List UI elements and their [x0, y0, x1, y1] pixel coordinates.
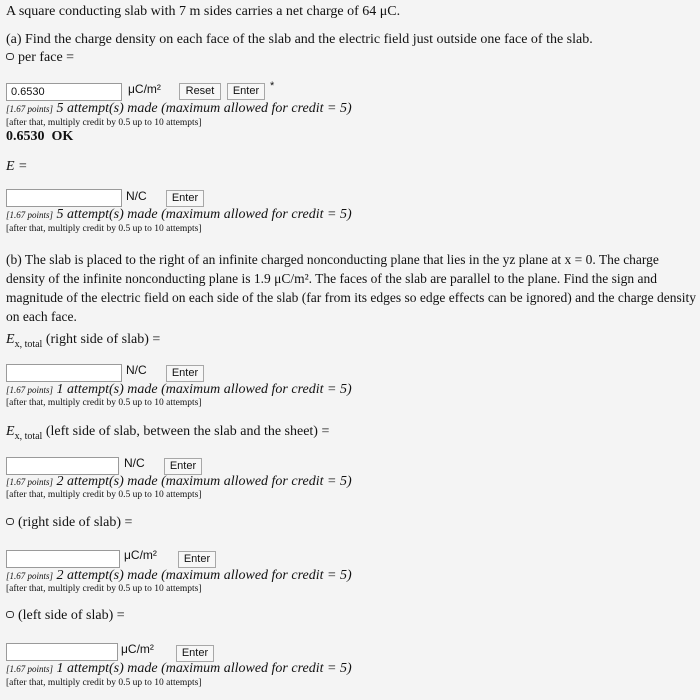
reset-button[interactable]: Reset: [179, 83, 221, 100]
q2-answer-input[interactable]: [6, 189, 122, 207]
q1-result: [6, 129, 73, 145]
q2-enter-button[interactable]: Enter: [166, 190, 204, 207]
q6-label: (left side of slab) =: [6, 608, 125, 624]
q6-credit-note: [after that, multiply credit by 0.5 up to 10 attempts]: [6, 678, 202, 688]
q3-unit: N/C: [126, 363, 147, 377]
q4-attempts-line: [1.67 points] 2 attempt(s) made (maximum allowed for credit = 5): [6, 474, 352, 489]
q6-attempts-line: [1.67 points] 1 attempt(s) made (maximum allowed for credit = 5): [6, 661, 352, 676]
q3-enter-button[interactable]: Enter: [166, 365, 204, 382]
sigma-icon: [6, 53, 14, 60]
q1-result-value: 0.6530: [6, 129, 45, 144]
part-b-text: (b) The slab is placed to the right of an infinite charged nonconducting plane that lies in the yz plane at x = 0. The charge density of the infinite nonconducting plane is 1.9 μC/m². The faces of the slab are parallel to the plane. Find the sign and magnitude of the electric field on each side of the slab (far from its edges so edge effects can be ignored) and the charge density on each face.: [6, 252, 696, 324]
q4-unit: N/C: [124, 456, 145, 470]
q1-attempts-line: [1.67 points] 5 attempt(s) made (maximum allowed for credit = 5): [6, 101, 352, 116]
q6-unit: μC/m²: [121, 642, 154, 656]
q6-enter-button[interactable]: Enter: [176, 645, 214, 662]
q2-attempts-line: [1.67 points] 5 attempt(s) made (maximum allowed for credit = 5): [6, 207, 352, 222]
q4-label: $E_{x, total}$ (left side of slab, between the slab and the sheet) =: [6, 424, 330, 442]
q1-label: per face =: [6, 50, 74, 66]
q4-answer-input[interactable]: [6, 457, 119, 475]
sigma-icon: [6, 611, 14, 618]
q1-enter-button[interactable]: Enter: [227, 83, 265, 100]
q3-attempts-line: [1.67 points] 1 attempt(s) made (maximum allowed for credit = 5): [6, 382, 352, 397]
q2-label: E =: [6, 159, 28, 174]
q1-result-status: OK: [51, 129, 74, 144]
q5-enter-button[interactable]: Enter: [178, 551, 216, 568]
q5-credit-note: [after that, multiply credit by 0.5 up to 10 attempts]: [6, 584, 202, 594]
q4-credit-note: [after that, multiply credit by 0.5 up to 10 attempts]: [6, 490, 202, 500]
q3-answer-input[interactable]: [6, 364, 122, 382]
modified-star: *: [270, 80, 275, 92]
q1-credit-note: [after that, multiply credit by 0.5 up to 10 attempts]: [6, 118, 202, 128]
q5-label: (right side of slab) =: [6, 515, 132, 531]
q5-attempts-line: [1.67 points] 2 attempt(s) made (maximum allowed for credit = 5): [6, 568, 352, 583]
q4-enter-button[interactable]: Enter: [164, 458, 202, 475]
q1-answer-input[interactable]: 0.6530: [6, 83, 122, 101]
q5-unit: μC/m²: [124, 548, 157, 562]
q3-credit-note: [after that, multiply credit by 0.5 up to 10 attempts]: [6, 398, 202, 408]
q5-answer-input[interactable]: [6, 550, 120, 568]
problem-intro: A square conducting slab with 7 m sides carries a net charge of 64 μC.: [6, 4, 401, 19]
q2-credit-note: [after that, multiply credit by 0.5 up to 10 attempts]: [6, 224, 202, 234]
q1-unit: μC/m²: [128, 82, 161, 96]
q3-label: $E_{x, total}$ (right side of slab) =: [6, 332, 161, 350]
sigma-icon: [6, 518, 14, 525]
q2-unit: N/C: [126, 189, 147, 203]
q6-answer-input[interactable]: [6, 643, 118, 661]
part-a-text: (a) Find the charge density on each face of the slab and the electric field just outside one face of the slab.: [6, 32, 593, 47]
